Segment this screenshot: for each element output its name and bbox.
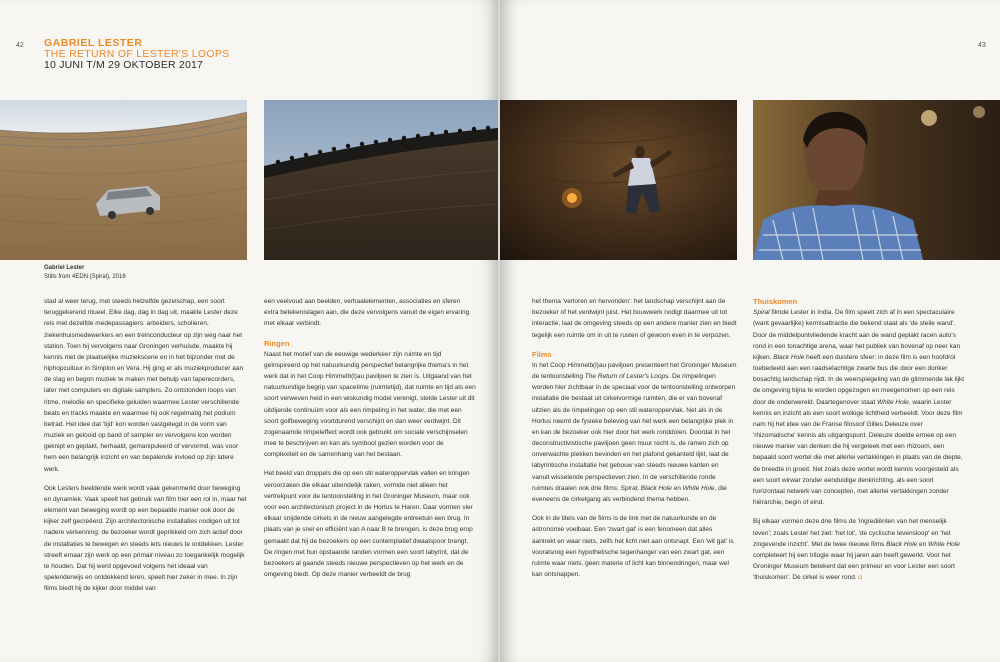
page-number-right: 43 bbox=[978, 42, 986, 49]
photo-rider-inside-well bbox=[500, 100, 737, 260]
photo-portrait-man bbox=[753, 100, 1000, 260]
section-heading-films: Films bbox=[532, 349, 552, 359]
film-title-inline: Spiral bbox=[753, 309, 770, 317]
article-header bbox=[44, 38, 229, 71]
caption-name: Gabriel Lester bbox=[44, 265, 85, 271]
text-run: heeft een duistere sfeer: in deze film is een hoofdrol toebedeeld aan een raadselachtige zwarte bus die door een donker bosachtig landschap rijdt. In de weerspiegeling van de glimmende lak lijkt de omgeving bijna te worden opgezogen en meegenomen op een reis door de onderwereld. Daartegenover staat bbox=[753, 353, 965, 406]
paragraph bbox=[753, 307, 965, 508]
film-title-inline: White Hole bbox=[682, 484, 715, 492]
section-heading-ringen: Ringen bbox=[264, 338, 290, 348]
caption-text: Stills from 4EDN (Spiral), 2016 bbox=[44, 274, 126, 281]
photo-audience-on-rim bbox=[264, 100, 498, 260]
paragraph: Het beeld van druppels die op een stil wateroppervlak vallen en kringen veroorzaken die elkaar uiteindelijk raken, vormde niet alleen het vertrekpunt voor de tentoonstelling in het Groninger Museum, maar ook voor een architectonisch project in de Hortus te Haren. Daar vormen vier elkaar snijdende cirkels in de nieuw aangelegde entreetuin een brug. In plaats van je snel en efficiënt van A naar B te brengen, is deze brug erop gemaakt dat hij de bezoekers op een contemplatief dwaalspoor brengt. De ringen met hun opstaande randen vormen een soort labyrint, dat de bezoekers al gaande steeds nieuwe perspectieven op het werk en de omgeving biedt. Op deze manier verbeeldt de brug bbox=[264, 470, 473, 579]
text-run: completeert hij een trilogie waar hij jaren aan heeft gewerkt. Voor het Groninger Museum betekent dat een primeur en voor Lester een soort 'thuiskomen'. De cirkel is weer rond. bbox=[753, 551, 955, 582]
left-page bbox=[0, 0, 498, 662]
film-titles-inline: Spiral, Black Hole bbox=[620, 484, 672, 492]
photo-caption bbox=[44, 264, 126, 283]
text-column-2 bbox=[264, 296, 476, 588]
text-run: , die eveneens de cirkelgang als verbindend thema hebben. bbox=[532, 484, 727, 503]
text-run: en bbox=[671, 484, 683, 492]
text-column-1 bbox=[44, 296, 247, 602]
text-column-4 bbox=[753, 296, 965, 592]
text-column-3 bbox=[532, 296, 737, 588]
paragraph: Naast het motief van de eeuwige wederkeer zijn ruimte en tijd geïnspireerd op het natuurkundig perspectief belangrijke thema's in het werk dat in het Coop Himmelb(l)au paviljoen te zien is. Uitgaand van het natuurkundige begrip van spacetime (ruimtetijd), dat ruimte en tijd als een soort verweven heid in een wiskundig model verenigt, stelde Lester uit dit uitdijende continuüm voor als een rimpeling in het water, die met een soort golfbeweging voortdurend verschijnt en dan weer verdwijnt. Dit zogenaamde rimpeleffect wordt ook gebruikt om sociale verschijnselen mee te beschrijven en kan als symbool gezien worden voor de complexiteit en de samenhang van het bestaan. bbox=[264, 350, 476, 459]
film-title-inline: White Hole bbox=[928, 540, 960, 548]
text-run: en bbox=[917, 540, 929, 548]
paragraph bbox=[532, 360, 737, 505]
photo-well-of-death-car bbox=[0, 100, 247, 260]
text-run: In het Coop Himmelb(l)au paviljoen presenteert het Groninger Museum de tentoonstelling bbox=[532, 361, 737, 381]
exhibition-title-inline: The Return of Lester's Loops. bbox=[584, 373, 671, 381]
end-mark-icon: ◘ bbox=[858, 575, 863, 582]
paragraph bbox=[753, 516, 965, 583]
film-title-inline: Black Hole bbox=[886, 540, 918, 548]
page-number-left: 42 bbox=[16, 42, 24, 49]
film-title-inline: White Hole bbox=[876, 398, 909, 406]
artist-name: GABRIEL LESTER bbox=[44, 37, 143, 49]
paragraph: stad al weer terug, met steeds hetzelfde gezelschap, een soort teruggekerend ritueel. Elke dag, dag in dag uit, maakte Lester deze reis met dezelfde medepassagiers: arbeiders, scholieren, ziekenhuismedewerkers en een treinconducteur op zijn weg naar het station. Toen hij vervolgens naar Groningen verhuisde, maakte hij kennis met de plaatselijke muziekscene en in het bijzonder met de hiphopcultuur in Simplon en Vera. Hij ging er als muziekproducer aan de slag en begon muziek te maken met behulp van taperecorders, later met computers en digitale samplers. Zo ontstonden loops van ritme, melodie en specifieke geluiden waarmee Lester verschillende beats en tracks maakte en waarmee hij ook regelmatig het podium betrad. Het idee dat 'tijd' kon worden vastgelegd in de vorm van muziek en gelooid op band of sampler en vervolgens kon worden geknipt en geplakt, herhaald, gemanipuleerd of vervormd, was voor hem een belangrijk inzicht en van bepalende invloed op zijn latere werk. bbox=[44, 298, 244, 473]
text-run: filmde Lester in India. De film speelt zich af in een spectaculaire (want gevaarlijke) kermisattractie die bekend staat als 'de steile wand'. Door de middelpuntvliedende kracht aan de wand geplakt racen auto's rond in een tonachtige arena, waar het publiek van bovenaf op neer kan kijken. bbox=[753, 309, 961, 361]
text-run: De rimpelingen worden hier zichtbaar in de speciaal voor de tentoonstelling ontworpen installatie die bestaat uit cirkelvormige ruimten, die er van bovenaf uitzien als de rimpelingen op een stil wateroppervlak. Net als in de Hortus neemt de fysieke beleving van het werk een belangrijke plek in en kan de bezoeker ook hier door het werk ronddolen. Doordat in het deconstructivistische paviljoen geen muur recht is, de ramen zich op onverwachte plekken bevinden en het plafond gekanteld lijkt, laat de labyrintische installatie het gebouw van steeds nieuwe kanten en vanuit wisselende perspectieven zien. In de verschillende ronde ruimtes draaien ook drie films: bbox=[532, 373, 736, 492]
paragraph: Ook in de titels van de films is de link met de natuurkunde en de astronomie voelbaar. Een 'zwart gat' is een fenomeen dat alles aantrekt en waar niets, zelfs het licht niet aan ontsnapt. Een 'wit gat' is vooralsnog een hypothetische tegenhanger van een zwart gat, een ruimte waar niets, geen materie of licht kan binnendringen, maar wel kan ontsnappen. bbox=[532, 515, 734, 579]
film-title-inline: Black Hole bbox=[773, 353, 805, 361]
exhibition-title: THE RETURN OF LESTER'S LOOPS bbox=[44, 48, 230, 61]
section-heading-thuiskomen: Thuiskomen bbox=[753, 297, 798, 306]
right-page bbox=[500, 0, 1000, 662]
paragraph: Ook Lesters beeldende werk wordt vaak gekenmerkt door beweging en dynamiek. Vaak speelt het gebruik van film hier een rol in, maar het element van beweging wordt op een bepaalde manier ook door de kijker zelf gecreëerd. Zijn architectonische installaties nodigen uit tot nadere verkenning: de bezoeker wordt geprikkeld om zich actief door de installaties te bewegen en steeds iets nieuws te ontdekken. Lester streeft ernaar zijn werk op een primair niveau zo toegankelijk mogelijk te houden. Dat hij werd opgevoed volgens het ideaal van spelenderwijs en ontdekkend leren, speelt hier zeker in mee. In zijn films biedt hij de kijker door middel van bbox=[44, 484, 247, 593]
exhibition-dates: 10 JUNI T/M 29 OKTOBER 2017 bbox=[44, 59, 204, 72]
text-run: , waarin Lester kennis en inzicht als een soort wolkige lichtheid verbeeldt. Voor deze film nam hij het idee van de Franse filosoof Gilles Deleuze over 'rhizomatische' kennis als uitgangspunt. Deleuze doelde ermee op een nieuwe manier van denken die hij vergeleek met een rhizoom, een bepaald soort wortel die met allerlei vertakkingen in plaats van de diepte, de breedte in groeit. Net zoals deze wortel wordt kennis voorgesteld als een soort wirwar zonder eenduidige denkrichting, als een soort horizontaal netwerk van concepten, met allerlei vertakkingen zonder hiërarchie, begin of eind. bbox=[753, 398, 963, 507]
text-run: Bij elkaar vormen deze drie films de 'ingrediënten van het menselijk leven'; zoals Lester het ziet: 'het lot', 'de cyclische levensloop' en 'het zingevende inzicht'. Met de twee nieuwe films bbox=[753, 518, 951, 548]
paragraph: het thema 'verloren en hervonden': het landschap verschijnt aan de bezoeker of het verdwijnt juist. Het bouwwerk nodigt daarmee uit tot interactie, laat de omgeving steeds op een andere manier zien en biedt tegelijk een ruimte om in uit te rusten of gewoon even in te verpozen. bbox=[532, 298, 737, 339]
paragraph: een veelvoud aan beelden, verhaalelementen, associaties en sferen extra betekenislagen aan, die deze vervolgens vanuit de eigen ervaring met elkaar verbindt. bbox=[264, 298, 470, 328]
